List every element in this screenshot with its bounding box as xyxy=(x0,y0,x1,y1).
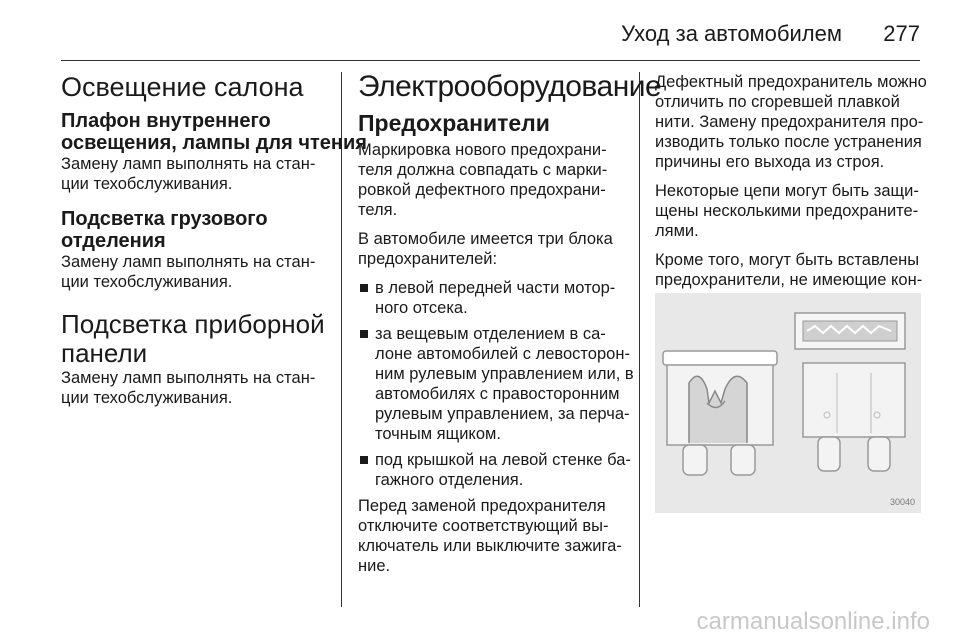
fuse-block-list xyxy=(358,278,634,490)
para-defective-fuse: Дефектный предохранитель можно отличить по сгоревшей плавкой нити. Замену предохранителя про- изводить только после устранения причины его выхода из строя. xyxy=(655,73,927,171)
para-spare-fuses: Кроме того, могут быть вставлены предохранители, не имеющие кон- xyxy=(655,251,923,289)
header-divider xyxy=(61,60,920,61)
subheading-cargo-light-l2: отделения xyxy=(61,230,166,252)
fuse-blown xyxy=(663,351,777,475)
fuse-drawing xyxy=(655,293,921,513)
text-cargo-light: Замену ламп выполнять на стан- ции техобслуживания. xyxy=(61,253,316,291)
text-instrument-light: Замену ламп выполнять на стан- ции техобслуживания. xyxy=(61,369,316,407)
heading-instrument-light-l1: Подсветка приборной xyxy=(61,309,325,339)
watermark: carmanualsonline.info xyxy=(696,608,930,635)
text-reading-lamps: Замену ламп выполнять на стан- ции техобслуживания. xyxy=(61,155,316,193)
heading-electrical: Электрооборудование xyxy=(358,70,662,103)
para-fuse-marking: Маркировка нового предохрани- теля должна совпадать с марки- ровкой дефектного предохрани- теля. xyxy=(358,141,608,219)
list-item: под крышкой на левой стенке ба- гажного отделения. xyxy=(358,450,630,490)
fuse-illustration xyxy=(655,293,921,513)
section-title: Уход за автомобилем xyxy=(621,21,842,46)
subheading-reading-lamps-l1: Плафон внутреннего xyxy=(61,110,271,132)
column-1 xyxy=(61,72,367,417)
bullet-icon xyxy=(360,456,368,464)
column-3 xyxy=(655,72,925,319)
subheading-cargo-light-l1: Подсветка грузового xyxy=(61,208,268,230)
para-fuse-blocks: В автомобиле имеется три блока предохранителей: xyxy=(358,230,613,268)
bullet-icon xyxy=(360,284,368,292)
bullet-icon xyxy=(360,330,368,338)
page-number: 277 xyxy=(883,21,920,46)
column-2 xyxy=(358,70,662,585)
list-item: в левой передней части мотор- ного отсека. xyxy=(358,278,630,318)
para-before-replace: Перед заменой предохранителя отключите соответствующий вы- ключатель или выключите зажига- ние. xyxy=(358,497,622,575)
heading-instrument-light-l2: панели xyxy=(61,338,148,368)
figure-code: 30040 xyxy=(889,497,915,507)
heading-interior-lighting: Освещение салона xyxy=(61,72,304,102)
para-multiple-fuses: Некоторые цепи могут быть защи- щены несколькими предохраните- лями. xyxy=(655,182,919,240)
column-divider-2 xyxy=(639,72,640,607)
list-item: за вещевым отделением в са- лоне автомобилей с левосторон- ним рулевым управлением или, в автомобилях с правосторонним рулевым управлением, за перча- точным ящиком. xyxy=(358,324,630,444)
page-header xyxy=(0,0,960,58)
fuse-top-view xyxy=(795,313,905,349)
subheading-fuses: Предохранители xyxy=(358,110,550,136)
fuse-intact xyxy=(803,363,905,471)
subheading-reading-lamps-l2: освещения, лампы для чтения xyxy=(61,132,367,154)
